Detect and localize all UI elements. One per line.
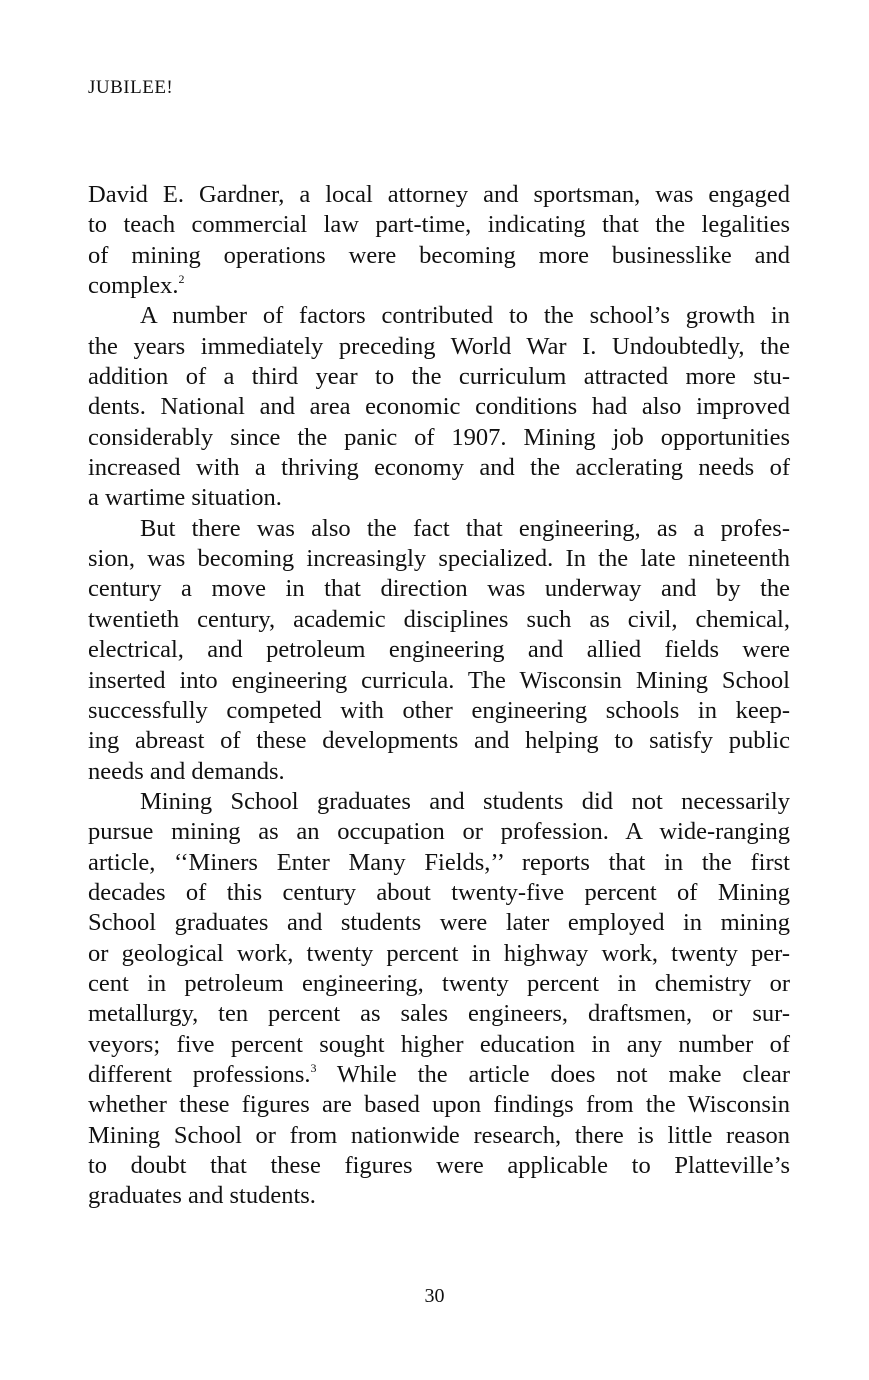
text-line [88,271,790,301]
text-line: considerably since the panic of 1907. Mining job opportunities [88,423,790,451]
text-line: whether these figures are based upon findings from the Wisconsin [88,1091,790,1119]
text-line: sion, was becoming increasingly specialized. In the late nineteenth [88,545,790,573]
text-line: decades of this century about twenty-five percent of Mining [88,878,790,906]
text-line: century a move in that direction was underway and by the [88,575,790,603]
footnote-marker: 2 [178,272,185,287]
running-head: JUBILEE! [88,77,174,98]
text-line: cent in petroleum engineering, twenty percent in chemistry or [88,969,790,997]
text-line: of mining operations were becoming more businesslike and [88,241,790,269]
text-line: Mining School or from nationwide research, there is little reason [88,1121,790,1149]
footnote-marker: 3 [310,1060,317,1075]
text-line: School graduates and students were later employed in mining [88,909,790,937]
text-line: veyors; five percent sought higher education in any number of [88,1030,790,1058]
text-line: needs and demands. [88,757,285,785]
text-line: ing abreast of these developments and helping to satisfy public [88,727,790,755]
text-line: twentieth century, academic disciplines such as civil, chemical, [88,605,790,633]
text-line: graduates and students. [88,1182,316,1210]
text-line-continuation: While the article does not make clear [316,1060,790,1088]
text-line: a wartime situation. [88,484,282,512]
text-line: Mining School graduates and students did not necessarily [140,787,790,815]
text-line: the years immediately preceding World War I. Undoubtedly, the [88,332,790,360]
text-line: A number of factors contributed to the school’s growth in [140,302,790,330]
text-line: or geological work, twenty percent in highway work, twenty per- [88,939,790,967]
body-text [88,180,790,1212]
text-line: electrical, and petroleum engineering and allied fields were [88,636,790,664]
text-line-content: different professions. [88,1060,311,1088]
text-line: David E. Gardner, a local attorney and sportsman, was engaged [88,181,790,208]
text-line: inserted into engineering curricula. The Wisconsin Mining School [88,666,790,694]
page-number: 30 [424,1285,445,1307]
text-line: dents. National and area economic conditions had also improved [88,393,790,421]
text-line: But there was also the fact that engineering, as a profes- [140,514,790,542]
text-line: to teach commercial law part-time, indicating that the legalities [88,211,790,239]
text-line-content: complex. [88,272,179,300]
text-line: successfully competed with other engineering schools in keep- [88,696,790,724]
text-line: article, ‘‘Miners Enter Many Fields,’’ reports that in the first [88,848,790,876]
text-line: addition of a third year to the curriculum attracted more stu- [88,363,790,391]
text-line: increased with a thriving economy and the acclerating needs of [88,454,790,482]
text-line: metallurgy, ten percent as sales engineers, draftsmen, or sur- [88,1000,790,1028]
text-line: to doubt that these figures were applicable to Platteville’s [88,1152,790,1179]
text-line: pursue mining as an occupation or profession. A wide-ranging [88,818,790,846]
text-line [88,1060,790,1090]
